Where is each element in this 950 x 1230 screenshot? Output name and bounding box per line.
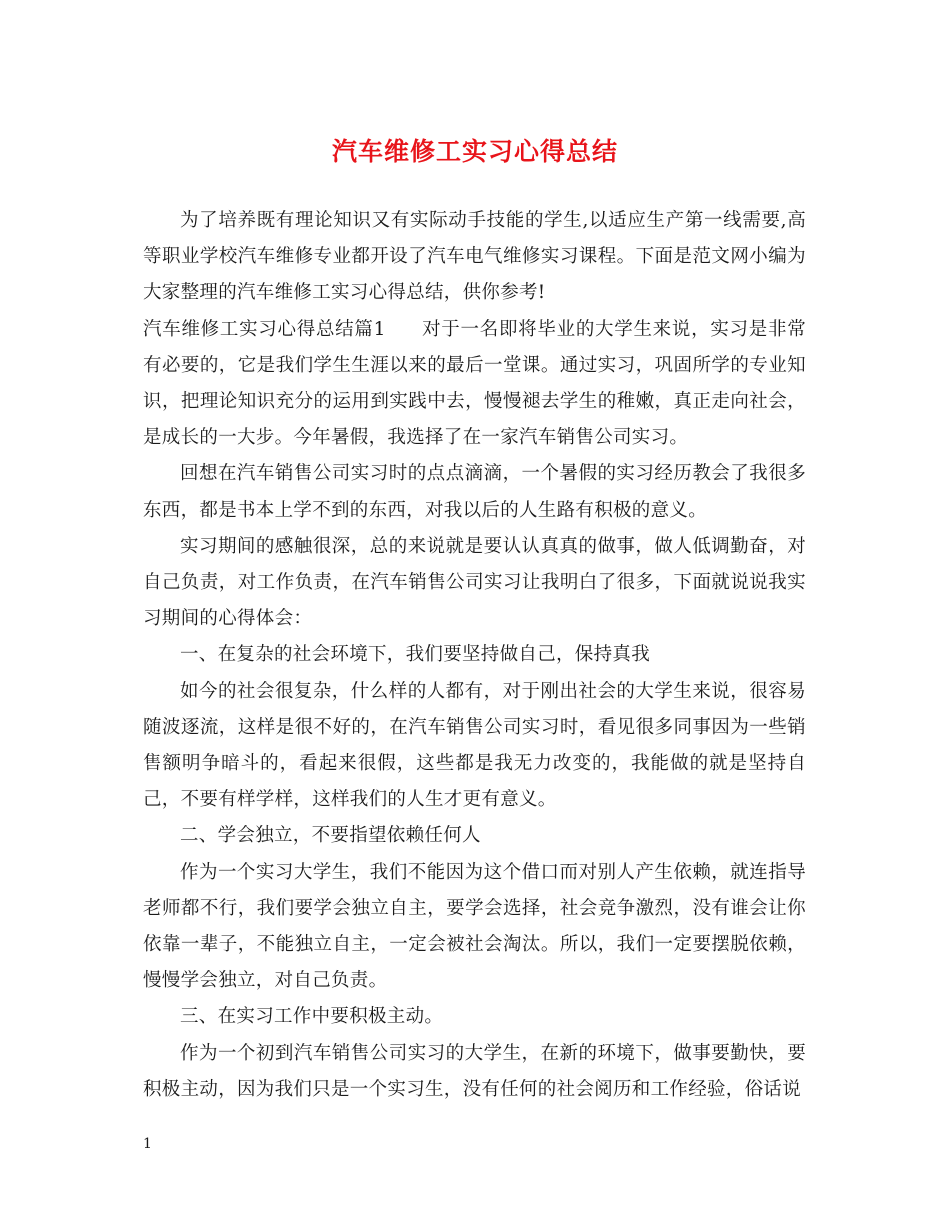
part1-text: 对于一名即将毕业的大学生来说，实习是非常有必要的，它是我们学生生涯以来的最后一堂课。通过实习，巩固所学的专业知识，把理论知识充分的运用到实践中去，慢慢褪去学生的稚嫩，真正走向社会，是成长的一大步。今年暑假，我选择了在一家汽车销售公司实习。: [143, 318, 806, 449]
paragraph-6: 作为一个初到汽车销售公司实习的大学生，在新的环境下，做事要勤快，要积极主动，因为我们只是一个实习生，没有任何的社会阅历和工作经验，俗话说: [143, 1042, 806, 1100]
part1-heading: 汽车维修工实习心得总结篇1: [143, 318, 386, 340]
page-number: 1: [143, 1136, 152, 1152]
section-heading-1: 一、在复杂的社会环境下，我们要坚持做自己，保持真我: [180, 644, 651, 666]
section-heading-3: 三、在实习工作中要积极主动。: [180, 1006, 444, 1028]
paragraph-3: 实习期间的感触很深，总的来说就是要认认真真的做事，做人低调勤奋，对自己负责，对工作负责，在汽车销售公司实习让我明白了很多，下面就说说我实习期间的心得体会：: [143, 535, 806, 630]
document-title: 汽车维修工实习心得总结: [331, 137, 618, 166]
document-body: [143, 203, 806, 1108]
section-heading-2: 二、学会独立，不要指望依赖任何人: [180, 825, 481, 847]
paragraph-5: 作为一个实习大学生，我们不能因为这个借口而对别人产生依赖，就连指导老师都不行，我们要学会独立自主，要学会选择，社会竞争激烈，没有谁会让你依靠一辈子，不能独立自主，一定会被社会淘汰。所以，我们一定要摆脱依赖，慢慢学会独立，对自己负责。: [143, 861, 806, 992]
paragraph-4: 如今的社会很复杂，什么样的人都有，对于刚出社会的大学生来说，很容易随波逐流，这样是很不好的，在汽车销售公司实习时，看见很多同事因为一些销售额明争暗斗的，看起来很假，这些都是我无力改变的，我能做的就是坚持自己，不要有样学样，这样我们的人生才更有意义。: [143, 680, 806, 811]
part1-paragraph: [143, 312, 806, 457]
intro-paragraph: 为了培养既有理论知识又有实际动手技能的学生,以适应生产第一线需要,高等职业学校汽车维修专业都开设了汽车电气维修实习课程。下面是范文网小编为大家整理的汽车维修工实习心得总结，供你参考!: [143, 210, 806, 304]
paragraph-2: 回想在汽车销售公司实习时的点点滴滴，一个暑假的实习经历教会了我很多东西，都是书本上学不到的东西，对我以后的人生路有积极的意义。: [143, 463, 806, 521]
